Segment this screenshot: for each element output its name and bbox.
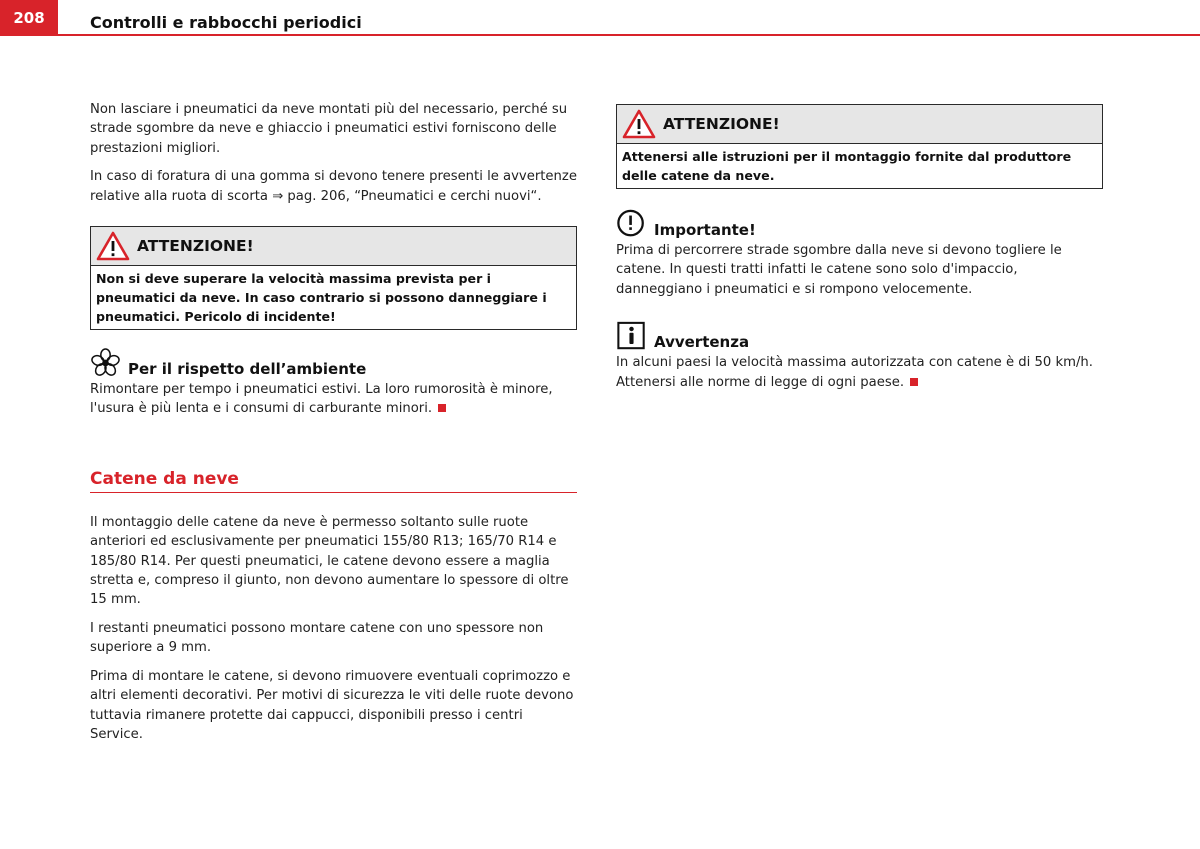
warning-box-header bbox=[91, 227, 576, 266]
end-square-icon bbox=[438, 404, 446, 412]
header-rule bbox=[58, 34, 1200, 36]
paragraph-chains-thickness: I restanti pneumatici possono montare catene con uno spessore non superiore a 9 mm. bbox=[90, 620, 544, 656]
paragraph-chains-allowed: Il montaggio delle catene da neve è permesso soltanto sulle ruote anteriori ed esclusivamente per pneumatici 155/80 R13; 165/70 R14 e 185/80 R14. Per questi pneumatici, le catene devono essere a maglia stretta e, compreso il giunto, non devono aumentare lo spessore di oltre 15 mm. bbox=[90, 514, 569, 608]
warning-triangle-icon bbox=[96, 231, 130, 261]
warning-title: ATTENZIONE! bbox=[663, 115, 780, 133]
info-icon bbox=[616, 321, 647, 351]
exclamation-circle-icon bbox=[616, 209, 647, 239]
paragraph-chains-hubcaps: Prima di montare le catene, si devono rimuovere eventuali coprimozzo e altri elementi decorativi. Per motivi di sicurezza le viti delle ruote devono tuttavia rimanere protette dai cappucci, disponibili presso i centri Service. bbox=[90, 668, 574, 742]
environment-note-text-content: Rimontare per tempo i pneumatici estivi. La loro rumorosità è minore, l'usura è più lenta e i consumi di carburante minori. bbox=[90, 382, 553, 417]
important-note-title: Importante! bbox=[654, 221, 756, 239]
warning-box-speed bbox=[90, 226, 577, 330]
flower-icon bbox=[90, 348, 121, 378]
important-note-text: Prima di percorrere strade sgombre dalla neve si devono togliere le catene. In questi tratti infatti le catene sono solo d'impaccio, danneggiano i pneumatici e si rompono velocemente. bbox=[616, 243, 1062, 297]
left-column bbox=[90, 100, 577, 753]
right-column bbox=[616, 104, 1103, 401]
info-note-text bbox=[616, 353, 1103, 392]
running-header-title: Controlli e rabbocchi periodici bbox=[90, 13, 362, 32]
paragraph-winter-tyres: Non lasciare i pneumatici da neve montati più del necessario, perché su strade sgombre da neve e ghiaccio i pneumatici estivi forniscono delle prestazioni migliori. bbox=[90, 102, 568, 156]
important-note-header bbox=[616, 209, 1103, 239]
section-title-snow-chains: Catene da neve bbox=[90, 469, 577, 493]
info-note-header bbox=[616, 321, 1103, 351]
paragraph-puncture: In caso di foratura di una gomma si devono tenere presenti le avvertenze relative alla ruota di scorta ⇒ pag. 206, “Pneumatici e cerchi nuovi“. bbox=[90, 169, 577, 204]
warning-triangle-icon bbox=[622, 109, 656, 139]
environment-note-header bbox=[90, 348, 577, 378]
environment-note-title: Per il rispetto dell’ambiente bbox=[128, 360, 367, 379]
warning-box-chains bbox=[616, 104, 1103, 189]
info-note-title: Avvertenza bbox=[654, 333, 750, 352]
end-square-icon bbox=[910, 378, 918, 386]
page-number: 208 bbox=[0, 0, 58, 36]
warning-text: Non si deve superare la velocità massima prevista per i pneumatici da neve. In caso contrario si possono danneggiare i pneumatici. Pericolo di incidente! bbox=[96, 271, 547, 325]
warning-text: Attenersi alle istruzioni per il montaggio fornite dal produttore delle catene da neve. bbox=[622, 149, 1072, 183]
environment-note-text bbox=[90, 380, 577, 419]
warning-title: ATTENZIONE! bbox=[137, 237, 254, 256]
warning-box-header bbox=[617, 105, 1102, 144]
info-note-text-content: In alcuni paesi la velocità massima autorizzata con catene è di 50 km/h. Attenersi alle norme di legge di ogni paese. bbox=[616, 355, 1093, 390]
